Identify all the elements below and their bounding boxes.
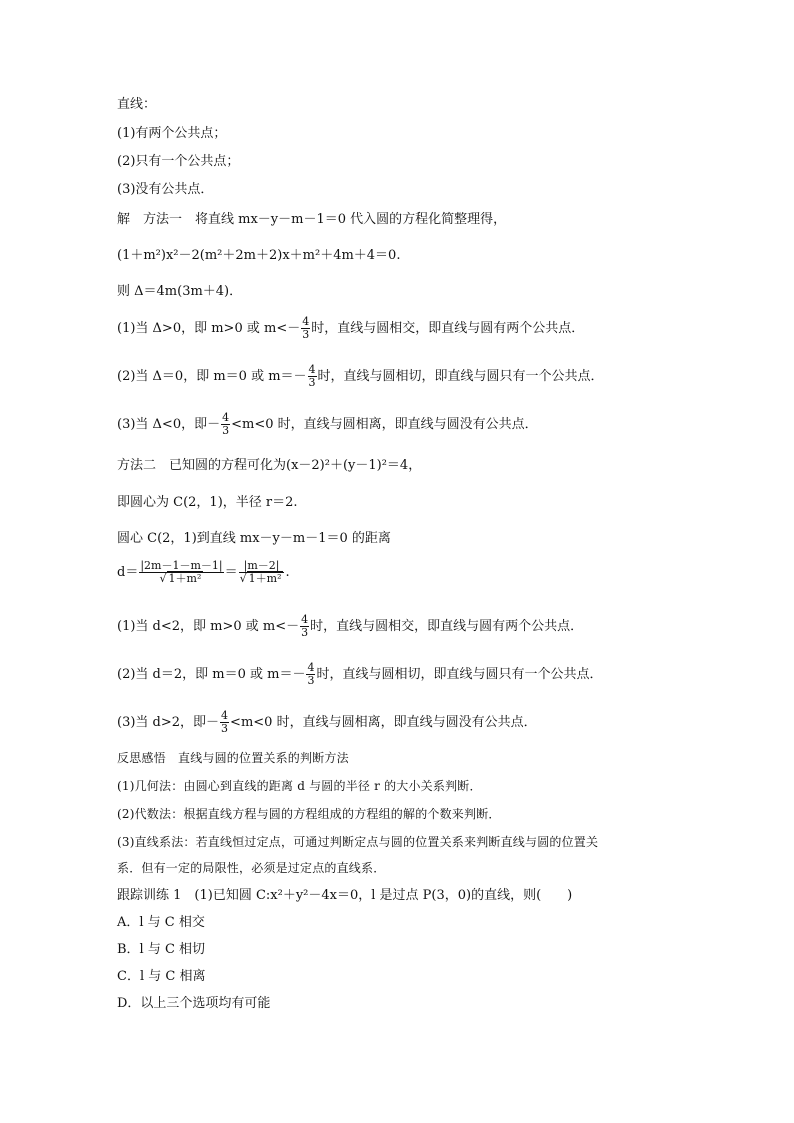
question-2: (2)只有一个公共点； <box>117 154 240 169</box>
fraction-denominator: 3 <box>307 674 315 687</box>
method2-case-3 <box>117 710 537 735</box>
case-text: 时，直线与圆相交，即直线与圆有两个公共点． <box>310 619 584 634</box>
case-text: <m<0 时，直线与圆相离，即直线与圆没有公共点． <box>230 715 537 730</box>
method1-case-3 <box>117 412 538 437</box>
formula-label: d＝ <box>117 565 139 580</box>
fraction-denominator: 3 <box>302 328 310 341</box>
fraction-numerator: 4 <box>221 709 229 722</box>
fraction-denominator: √ 1＋m² <box>139 572 223 585</box>
fraction-numerator: 4 <box>307 661 315 674</box>
fraction <box>301 316 310 341</box>
method2-center: 即圆心为 C(2，1)，半径 r＝2. <box>117 495 298 510</box>
fraction-denominator: √ 1＋m² <box>239 572 285 585</box>
case-text: (3)当 d>2，即－ <box>117 715 220 730</box>
fraction <box>308 364 317 389</box>
formula-end: . <box>285 565 290 580</box>
method1-equation: (1＋m²)x²－2(m²＋2m＋2)x＋m²＋4m＋4＝0. <box>117 248 401 263</box>
case-text: (1)当 Δ>0，即 m>0 或 m<－ <box>117 321 301 336</box>
reflection-point-3: (3)直线系法：若直线恒过定点，可通过判断定点与圆的位置关系来判断直线与圆的位置关 <box>117 835 599 849</box>
fraction-numerator: |2m－1－m－1| <box>140 559 223 572</box>
case-text: <m<0 时，直线与圆相离，即直线与圆没有公共点． <box>231 417 538 432</box>
fraction <box>221 412 230 437</box>
fraction-numerator: 4 <box>308 363 316 376</box>
option-d: D．以上三个选项均有可能 <box>117 996 271 1011</box>
method2-distance-intro: 圆心 C(2，1)到直线 mx－y－m－1＝0 的距离 <box>117 531 391 546</box>
method1-delta: 则 Δ＝4m(3m＋4)． <box>117 284 243 299</box>
case-text: 时，直线与圆相切，即直线与圆只有一个公共点． <box>316 667 603 682</box>
case-text: (2)当 d＝2，即 m＝0 或 m＝－ <box>117 667 306 682</box>
exercise-stem: 跟踪训练 1 (1)已知圆 C:x²＋y²－4x＝0，l 是过点 P(3，0)的直线，则( ) <box>117 888 573 903</box>
fraction <box>239 560 285 585</box>
fraction-numerator: 4 <box>302 315 310 328</box>
method2-intro: 方法二 已知圆的方程可化为(x－2)²＋(y－1)²＝4， <box>117 458 422 473</box>
case-text: 时，直线与圆相切，即直线与圆只有一个公共点． <box>317 369 604 384</box>
radicand: 1＋m² <box>248 572 282 585</box>
method1-case-2 <box>117 364 604 389</box>
fraction <box>300 614 309 639</box>
case-text: (2)当 Δ＝0，即 m＝0 或 m＝－ <box>117 369 307 384</box>
distance-formula <box>117 560 290 585</box>
fraction-numerator: 4 <box>222 411 230 424</box>
case-text: 时，直线与圆相交，即直线与圆有两个公共点． <box>311 321 585 336</box>
fraction-denominator: 3 <box>301 626 309 639</box>
option-b: B．l 与 C 相切 <box>117 942 206 957</box>
option-c: C．l 与 C 相离 <box>117 969 206 984</box>
reflection-title: 反思感悟 直线与圆的位置关系的判断方法 <box>117 751 349 765</box>
formula-equals: ＝ <box>224 565 238 580</box>
fraction <box>139 560 223 585</box>
fraction-denominator: 3 <box>222 424 230 437</box>
reflection-point-2: (2)代数法：根据直线方程与圆的方程组成的方程组的解的个数来判断． <box>117 807 501 821</box>
fraction-denominator: 3 <box>308 376 316 389</box>
question-1: (1)有两个公共点； <box>117 126 227 141</box>
radicand: 1＋m² <box>168 572 202 585</box>
method1-case-1 <box>117 316 584 341</box>
fraction-numerator: 4 <box>301 613 309 626</box>
reflection-point-3-cont: 系．但有一定的局限性，必须是过定点的直线系． <box>117 861 386 875</box>
case-text: (1)当 d<2，即 m>0 或 m<－ <box>117 619 300 634</box>
method1-intro: 解 方法一 将直线 mx－y－m－1＝0 代入圆的方程化简整理得， <box>117 212 507 227</box>
reflection-point-1: (1)几何法：由圆心到直线的距离 d 与圆的半径 r 的大小关系判断． <box>117 779 482 793</box>
question-3: (3)没有公共点． <box>117 182 214 197</box>
fraction-numerator: |m－2| <box>243 559 280 572</box>
case-text: (3)当 Δ<0，即－ <box>117 417 221 432</box>
problem-line-head: 直线： <box>117 97 157 112</box>
fraction <box>306 662 315 687</box>
fraction-denominator: 3 <box>221 722 229 735</box>
fraction <box>220 710 229 735</box>
option-a: A．l 与 C 相交 <box>117 915 205 930</box>
method2-case-2 <box>117 662 602 687</box>
method2-case-1 <box>117 614 583 639</box>
